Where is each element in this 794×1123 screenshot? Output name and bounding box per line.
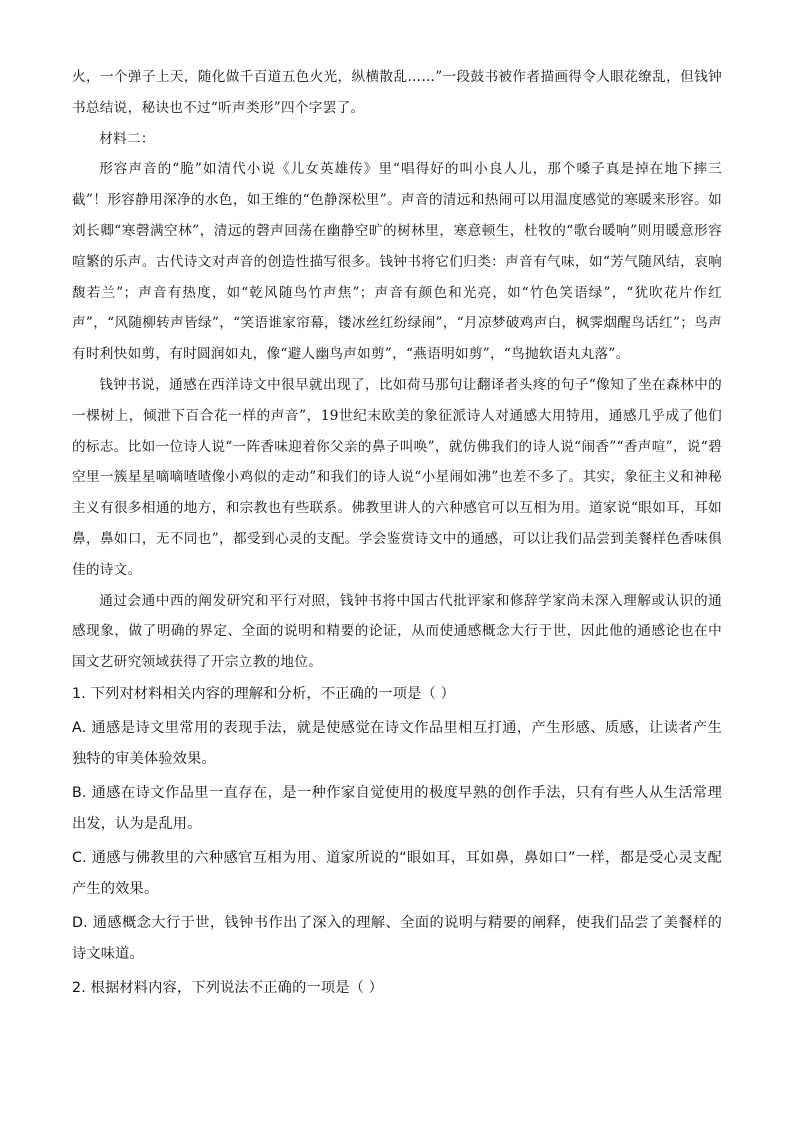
question-1-option-d: D. 通感概念大行于世，钱钟书作出了深入的理解、全面的说明与精要的阐释，使我们品尝了美餐样的诗文味道。 <box>72 914 722 962</box>
question-2 <box>72 973 722 1004</box>
material-paragraph: 形容声音的“脆”如清代小说《儿女英雄传》里“唱得好的叫小良人儿，那个嗓子真是掉在地下摔三截”！形容静用深净的水色，如王维的“色静深松里”。声音的清远和热闹可以用温度感觉的寒暖来形容。如刘长卿“寒磬满空林”，清远的磬声回荡在幽静空旷的树林里，寒意顿生，杜牧的“歌台暖响”则用暖意形容喧繁的乐声。古代诗文对声音的创造性描写很多。钱钟书将它们归类：声音有气味，如“芳气随风结，哀响馥若兰”；声音有热度，如“乾风随鸟竹声焦”；声音有颜色和光亮，如“竹色笑语绿”，“犹吹花片作红声”，“风随柳转声皆绿”，“笑语谁家帘幕，镂冰丝红纷绿闹”，“月凉梦破鸡声白，枫霁烟醒鸟话红”；鸟声有时利快如剪，有时圆润如丸，像“避人幽鸟声如剪”，“燕语明如剪”，“鸟抛软语丸丸落”。 <box>72 161 722 363</box>
question-1-option-a: A. 通感是诗文里常用的表现手法，就是使感觉在诗文作品里相互打通，产生形感、质感，让读者产生独特的审美体验效果。 <box>72 719 722 767</box>
question-1-stem: 1. 下列对材料相关内容的理解和分析，不正确的一项是（ ） <box>72 685 456 702</box>
material-two-heading: 材料二： <box>99 130 155 147</box>
question-1-option-b: B. 通感在诗文作品里一直存在，是一种作家自觉使用的极度早熟的创作手法，只有有些人从生活常理出发，认为是乱用。 <box>72 784 722 832</box>
question-1-option-c: C. 通感与佛教里的六种感官互相为用、道家所说的“眼如耳，耳如鼻，鼻如口”一样，都是受心灵支配产生的效果。 <box>72 849 722 897</box>
material-paragraph: 通过会通中西的阐发研究和平行对照，钱钟书将中国古代批评家和修辞学家尚未深入理解或认识的通感现象，做了明确的界定、全面的说明和精要的论证，从而使通感概念大行于世，因此他的通感论也在中国文艺研究领域获得了开宗立教的地位。 <box>72 592 722 671</box>
question-1 <box>72 679 722 970</box>
document-page <box>72 62 722 1004</box>
question-2-stem: 2. 根据材料内容，下列说法不正确的一项是（ ） <box>72 979 384 996</box>
material-paragraph-continued: 火，一个弹子上天，随化做千百道五色火光，纵横散乱……”一段鼓书被作者描画得令人眼花缭乱，但钱钟书总结说，秘诀也不过“听声类形”四个字罢了。 <box>72 69 722 116</box>
material-paragraph: 钱钟书说，通感在西洋诗文中很早就出现了，比如荷马那句让翻译者头疼的句子“像知了坐在森林中的一棵树上，倾泄下百合花一样的声音”，19世纪末欧美的象征派诗人对通感大用特用，通感几乎成了他们的标志。比如一位诗人说“一阵香味迎着你父亲的鼻子叫唤”，就仿佛我们的诗人说“闹香”“香声喧”，说“碧空里一簇星星嘀嘀喳喳像小鸡似的走动”和我们的诗人说“小星闹如沸”也差不多了。其实，象征主义和神秘主义有很多相通的地方，和宗教也有些联系。佛教里讲人的六种感官可以互相为用。道家说“眼如耳，耳如鼻，鼻如口，无不同也”，都受到心灵的支配。学会鉴赏诗文中的通感，可以让我们品尝到美餐样色香味俱佳的诗文。 <box>72 376 722 578</box>
reading-material <box>72 62 722 678</box>
